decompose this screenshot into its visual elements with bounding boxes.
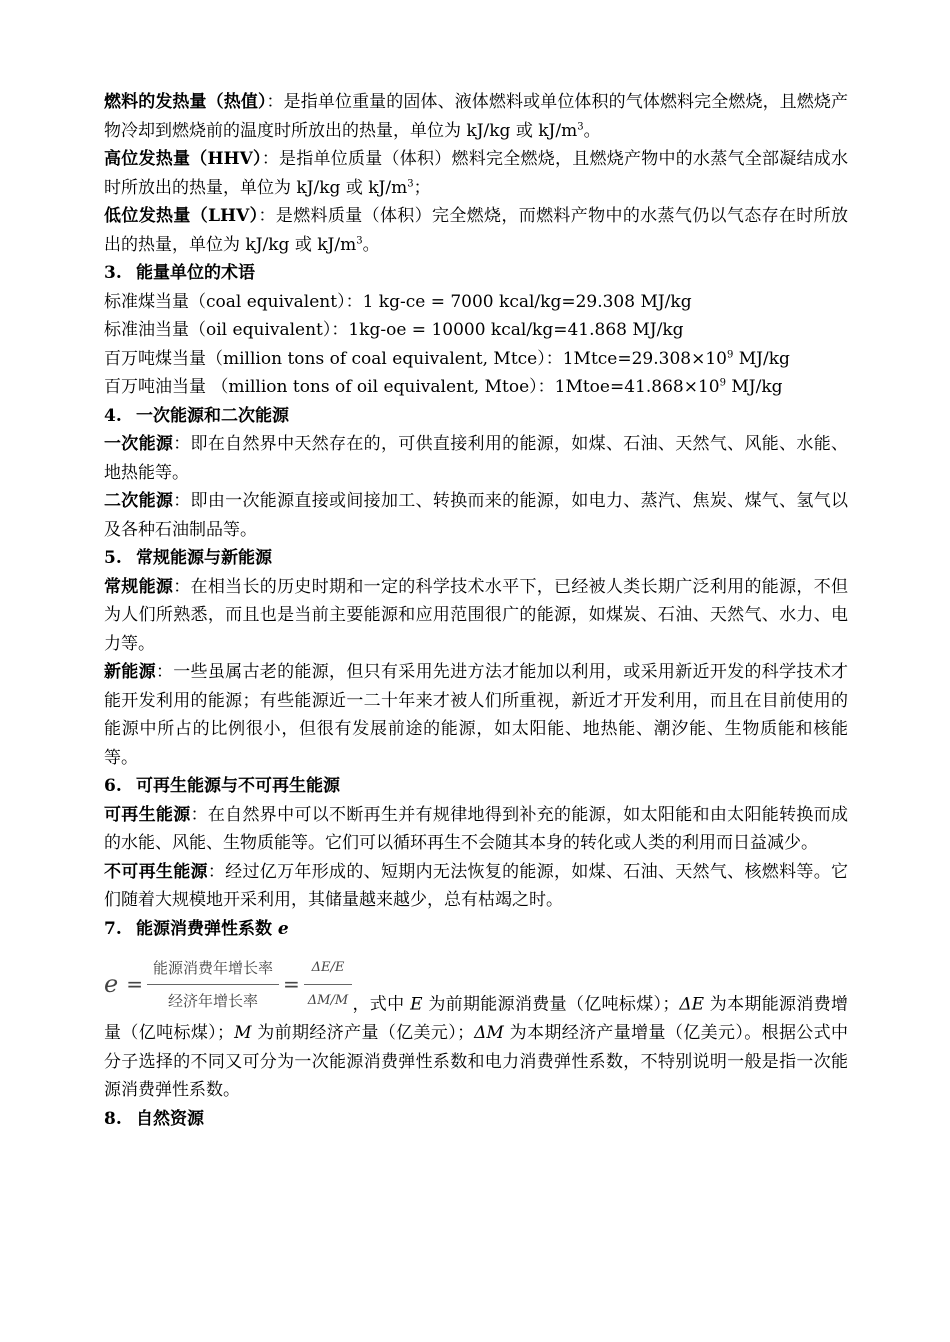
mtoe-unit: MJ/kg — [725, 377, 783, 397]
new-energy-text: ：一些虽属古老的能源，但只有采用先进方法才能加以利用，或采用新近开发的科学技术才能开发利用的能源；有些能源近一二十年来才被人们所重视，新近才开发利用，而且在目前使用的能源中所占的比例很小，但很有发展前途的能源，如太阳能、地热能、潮汐能、生物质能和核能等。 — [104, 662, 849, 768]
section-number: 5. — [104, 548, 122, 568]
section-heading-3 — [104, 259, 848, 288]
superscript: 3 — [356, 234, 363, 246]
fraction-numerator: 能源消费年增长率 — [152, 958, 273, 977]
section-heading-6 — [104, 772, 848, 801]
term-hhv: 高位发热量（HHV） — [104, 149, 262, 169]
fraction-numerator: ΔE/E — [311, 959, 345, 975]
section-title: 能量单位的术语 — [136, 263, 255, 283]
term-secondary-energy: 二次能源 — [104, 491, 174, 511]
oil-equivalent-line: 标准油当量（oil equivalent）：1kg-oe = 10000 kcal/kg=41.868 MJ/kg — [104, 320, 684, 340]
lhv-definition — [104, 202, 848, 259]
section-number: 7. — [104, 918, 122, 939]
formula-text: 为本期经济产量增量（亿美元）。根据公式中分子选择的不同又可分为一次能源消费弹性系数和电力消费弹性系数，不特别说明一般是指一次能源消费弹性系数。 — [104, 1023, 849, 1100]
term-lhv: 低位发热量（LHV） — [104, 206, 259, 226]
new-energy-definition — [104, 658, 848, 772]
term-new-energy: 新能源 — [104, 662, 156, 682]
elasticity-formula-paragraph — [104, 949, 848, 1105]
formula-equals: = — [282, 971, 300, 996]
document-page — [104, 88, 848, 1133]
mtoe-line — [104, 373, 848, 402]
hhv-text: ：是指单位质量（体积）燃料完全燃烧，且燃烧产物中的水蒸气全部凝结成水时所放出的热量，单位为 kJ/kg 或 kJ/m — [104, 149, 848, 198]
formula-fraction-symbols — [304, 956, 352, 1013]
variable-m: M — [234, 1023, 252, 1043]
fraction-denominator: 经济年增长率 — [167, 991, 258, 1010]
section-title: 一次能源和二次能源 — [136, 405, 289, 426]
section-number: 6. — [104, 776, 122, 796]
section-heading-8 — [104, 1105, 848, 1134]
term-nonrenewable-energy: 不可再生能源 — [104, 861, 208, 882]
lhv-text: ：是燃料质量（体积）完全燃烧，而燃料产物中的水蒸气仍以气态存在时所放出的热量，单位为 kJ/kg 或 kJ/m — [104, 206, 848, 255]
superscript: 3 — [577, 120, 584, 132]
section-number: 3. — [104, 263, 122, 283]
punct: 。 — [362, 234, 380, 255]
variable-delta-m: ΔM — [474, 1023, 504, 1043]
section-heading-5 — [104, 544, 848, 573]
fraction-bar — [304, 984, 352, 985]
term-primary-energy: 一次能源 — [104, 434, 174, 454]
secondary-energy-definition — [104, 487, 848, 544]
coal-equivalent-line: 标准煤当量（coal equivalent）：1 kg-ce = 7000 kcal/kg=29.308 MJ/kg — [104, 291, 692, 312]
punct: 。 — [583, 120, 601, 141]
elasticity-formula — [104, 949, 352, 1019]
conventional-energy-definition — [104, 573, 848, 659]
mtce-line — [104, 345, 848, 374]
heat-value-text: ：是指单位重量的固体、液体燃料或单位体积的气体燃料完全燃烧，且燃烧产物冷却到燃烧前的温度时所放出的热量，单位为 kJ/kg 或 kJ/m — [104, 92, 848, 141]
primary-energy-text: ：即在自然界中天然存在的，可供直接利用的能源，如煤、石油、天然气、风能、水能、地热能等。 — [104, 434, 849, 483]
term-conventional-energy: 常规能源 — [104, 576, 174, 597]
section-title: 常规能源与新能源 — [136, 548, 272, 568]
formula-lhs: e — [104, 969, 119, 998]
superscript: 9 — [719, 377, 726, 389]
variable-delta-e: ΔE — [679, 994, 705, 1015]
section-title: 可再生能源与不可再生能源 — [136, 776, 340, 796]
mtce-text: 百万吨煤当量（million tons of coal equivalent, Mtce）：1Mtce=29.308×10 — [104, 348, 727, 369]
heat-value-definition — [104, 88, 848, 145]
formula-text: 为本期能源消费增量（亿吨标煤）； — [104, 994, 849, 1043]
formula-equals: = — [126, 971, 143, 996]
primary-energy-definition — [104, 430, 848, 487]
formula-text: 为前期经济产量（亿美元）； — [257, 1023, 475, 1043]
section-title: 自然资源 — [136, 1108, 204, 1129]
fraction-denominator: ΔM/M — [307, 992, 349, 1008]
nonrenewable-energy-text: ：经过亿万年形成的、短期内无法恢复的能源，如煤、石油、天然气、核燃料等。它们随着大规模地开采利用，其储量越来越少，总有枯竭之时。 — [104, 861, 849, 910]
term-renewable-energy: 可再生能源 — [104, 804, 191, 825]
superscript: 9 — [726, 348, 734, 360]
section-number: 4. — [104, 405, 122, 426]
variable-e: E — [410, 994, 423, 1015]
formula-text: 为前期能源消费量（亿吨标煤）； — [428, 994, 680, 1015]
section-heading-7 — [104, 915, 848, 944]
hhv-definition — [104, 145, 848, 202]
punct: ； — [413, 177, 431, 198]
fraction-bar — [147, 984, 279, 985]
section-title-variable: e — [277, 918, 289, 939]
section-heading-4 — [104, 402, 848, 431]
mtce-unit: MJ/kg — [733, 348, 790, 369]
section-number: 8. — [104, 1108, 122, 1129]
term-heat-value: 燃料的发热量（热值） — [104, 92, 267, 112]
secondary-energy-text: ：即由一次能源直接或间接加工、转换而来的能源，如电力、蒸汽、焦炭、煤气、氢气以及各种石油制品等。 — [104, 491, 849, 540]
superscript: 3 — [407, 177, 414, 189]
formula-text: ，式中 — [352, 994, 405, 1015]
renewable-energy-definition — [104, 801, 848, 858]
mtoe-text: 百万吨油当量 （million tons of oil equivalent, Mtoe）：1Mtoe=41.868×10 — [104, 377, 720, 397]
section-title: 能源消费弹性系数 — [136, 918, 272, 939]
nonrenewable-energy-definition — [104, 858, 848, 915]
formula-fraction-words — [147, 956, 279, 1013]
renewable-energy-text: ：在自然界中可以不断再生并有规律地得到补充的能源，如太阳能和由太阳能转换而成的水能、风能、生物质能等。它们可以循环再生不会随其本身的转化或人类的利用而日益减少。 — [104, 804, 849, 853]
conventional-energy-text: ：在相当长的历史时期和一定的科学技术水平下，已经被人类长期广泛利用的能源，不但为人们所熟悉，而且也是当前主要能源和应用范围很广的能源，如煤炭、石油、天然气、水力、电力等。 — [104, 576, 849, 654]
